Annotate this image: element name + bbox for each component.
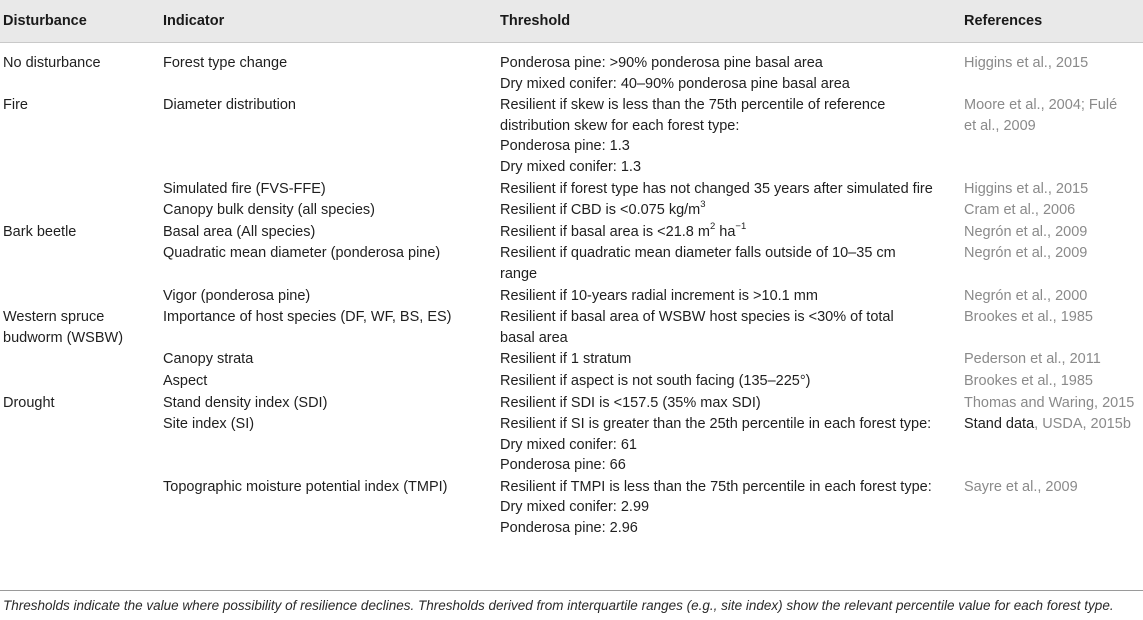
threshold-cell <box>497 413 961 476</box>
table-row <box>0 199 1143 221</box>
indicator-cell: Simulated fire (FVS-FFE) <box>163 180 326 197</box>
indicator-cell: Site index (SI) <box>163 416 255 433</box>
reference-link[interactable]: Sayre et al., 2009 <box>964 478 1078 495</box>
threshold-line: Ponderosa pine: 2.96 <box>500 520 638 537</box>
indicator-cell: Forest type change <box>163 55 288 71</box>
threshold-line: basal area <box>500 329 568 346</box>
threshold-cell <box>497 242 961 284</box>
threshold-line: Resilient if quadratic mean diameter falls outside of 10–35 cm <box>500 245 896 262</box>
table-body <box>0 43 1143 539</box>
indicator-cell: Canopy bulk density (all species) <box>163 202 375 219</box>
threshold-line: Resilient if forest type has not changed 35 years after simulated fire <box>500 180 933 197</box>
table-row <box>0 285 1143 307</box>
reference-text: Stand data <box>964 416 1035 433</box>
threshold-cell <box>497 392 961 414</box>
reference-link[interactable]: Brookes et al., 1985 <box>964 372 1093 389</box>
threshold-cell <box>497 306 961 348</box>
table-row <box>0 221 1143 243</box>
threshold-text: Resilient if CBD is <0.075 kg/m <box>500 202 701 219</box>
threshold-cell <box>497 221 961 243</box>
indicator-cell: Quadratic mean diameter (ponderosa pine) <box>163 245 441 262</box>
indicator-cell: Importance of host species (DF, WF, BS, ES) <box>163 309 452 326</box>
disturbance-cell <box>0 306 160 348</box>
threshold-line: range <box>500 265 538 282</box>
threshold-line: Dry mixed conifer: 61 <box>500 436 637 453</box>
reference-cell <box>961 94 1143 177</box>
threshold-line: Ponderosa pine: >90% ponderosa pine basal area <box>500 55 823 71</box>
table-header <box>0 0 1143 43</box>
table-row <box>0 94 1143 177</box>
table-row <box>0 242 1143 284</box>
disturbance-cell: Fire <box>3 97 28 114</box>
indicator-cell: Stand density index (SDI) <box>163 394 328 411</box>
threshold-line: Resilient if skew is less than the 75th percentile of reference <box>500 97 886 114</box>
disturbance-cell <box>0 348 160 370</box>
indicator-cell: Basal area (All species) <box>163 223 316 240</box>
disturbance-cell <box>0 476 160 539</box>
disturbance-cell <box>0 285 160 307</box>
reference-link[interactable]: Thomas and Waring, 2015 <box>964 394 1135 411</box>
threshold-line: Dry mixed conifer: 40–90% ponderosa pine basal area <box>500 75 850 92</box>
threshold-cell <box>497 94 961 177</box>
threshold-line: Resilient if TMPI is less than the 75th percentile in each forest type: <box>500 478 932 495</box>
reference-link[interactable]: Negrón et al., 2009 <box>964 223 1088 240</box>
indicator-cell: Diameter distribution <box>163 97 296 114</box>
threshold-line: Resilient if 10-years radial increment is >10.1 mm <box>500 287 818 304</box>
disturbance-cell <box>0 178 160 200</box>
disturbance-cell: Bark beetle <box>3 223 77 240</box>
reference-link[interactable]: Brookes et al., 1985 <box>964 309 1093 326</box>
threshold-text: ha <box>715 223 736 240</box>
disturbance-cell <box>0 242 160 284</box>
threshold-line: Ponderosa pine: 1.3 <box>500 138 630 155</box>
disturbance-line: Western spruce <box>3 309 105 326</box>
table-bottom-rule <box>0 590 1143 591</box>
reference-link[interactable]: Negrón et al., 2000 <box>964 287 1088 304</box>
table-row <box>0 348 1143 370</box>
indicator-cell: Aspect <box>163 372 208 389</box>
table-row <box>0 306 1143 348</box>
table-footnote: Thresholds indicate the value where possibility of resilience declines. Thresholds derived from interquartile ranges (e.g., site index) show the relevant percentile value for each forest type. <box>3 598 1114 613</box>
reference-link[interactable]: Negrón et al., 2009 <box>964 245 1088 262</box>
table-row <box>0 370 1143 392</box>
disturbance-line: budworm (WSBW) <box>3 329 124 346</box>
threshold-cell <box>497 285 961 307</box>
header-disturbance: Disturbance <box>0 0 160 43</box>
disturbance-cell <box>0 370 160 392</box>
table-row <box>0 392 1143 414</box>
superscript: 2 <box>709 220 716 232</box>
header-threshold: Threshold <box>497 0 961 43</box>
header-indicator: Indicator <box>160 0 497 43</box>
threshold-cell <box>497 178 961 200</box>
threshold-line: Resilient if 1 stratum <box>500 351 632 368</box>
threshold-cell <box>497 199 961 221</box>
reference-link[interactable]: Higgins et al., 2015 <box>964 55 1089 71</box>
reference-link[interactable]: Moore et al., 2004; Fulé <box>964 97 1118 114</box>
threshold-line: Resilient if SI is greater than the 25th percentile in each forest type: <box>500 416 932 433</box>
threshold-cell <box>497 370 961 392</box>
disturbance-cell: No disturbance <box>3 55 101 71</box>
reference-link[interactable]: Pederson et al., 2011 <box>964 351 1101 368</box>
table-row <box>0 43 1143 95</box>
superscript: −1 <box>735 220 747 232</box>
threshold-line: distribution skew for each forest type: <box>500 117 740 134</box>
threshold-line: Dry mixed conifer: 1.3 <box>500 158 642 175</box>
reference-link[interactable]: Cram et al., 2006 <box>964 202 1076 219</box>
table-row <box>0 413 1143 476</box>
threshold-line: Resilient if SDI is <157.5 (35% max SDI) <box>500 394 761 411</box>
threshold-line: Resilient if aspect is not south facing (135–225°) <box>500 372 811 389</box>
reference-cell <box>961 413 1143 476</box>
threshold-text: Resilient if basal area is <21.8 m <box>500 223 710 240</box>
reference-link[interactable]: et al., 2009 <box>964 117 1036 134</box>
disturbance-cell <box>0 413 160 476</box>
superscript: 3 <box>700 199 706 211</box>
indicator-cell: Vigor (ponderosa pine) <box>163 287 311 304</box>
reference-link[interactable]: Higgins et al., 2015 <box>964 180 1089 197</box>
threshold-line: Dry mixed conifer: 2.99 <box>500 499 650 516</box>
indicator-cell: Canopy strata <box>163 351 254 368</box>
reference-link[interactable]: , USDA, 2015b <box>1034 416 1131 433</box>
table-row <box>0 178 1143 200</box>
threshold-cell <box>497 476 961 539</box>
threshold-line: Resilient if basal area of WSBW host species is <30% of total <box>500 309 894 326</box>
disturbance-cell: Drought <box>3 394 55 411</box>
disturbance-cell <box>0 199 160 221</box>
threshold-cell <box>497 43 961 95</box>
header-references: References <box>961 0 1143 43</box>
table-row <box>0 476 1143 539</box>
threshold-cell <box>497 348 961 370</box>
indicator-cell: Topographic moisture potential index (TMPI) <box>163 478 448 495</box>
threshold-line: Ponderosa pine: 66 <box>500 457 626 474</box>
header-row <box>0 0 1143 43</box>
